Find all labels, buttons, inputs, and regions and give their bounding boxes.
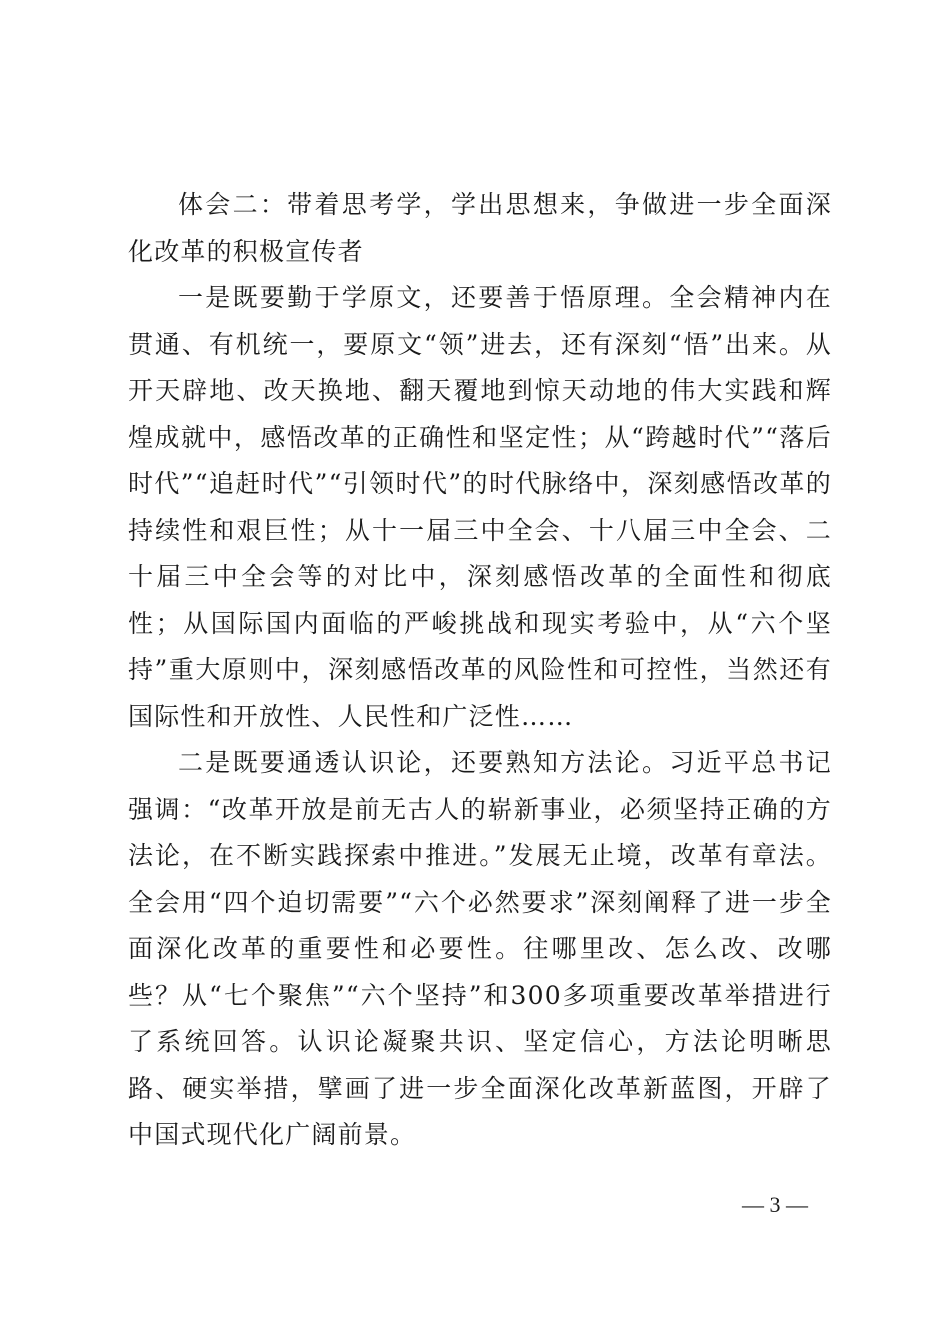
page-number: — 3 — [742,1192,808,1217]
body-paragraph-2: 二是既要通透认识论，还要熟知方法论。习近平总书记强调：“改革开放是前无古人的崭新事业，必须坚持正确的方法论，在不断实践探索中推进。”发展无止境，改革有章法。全会用“四个迫切需要”“六个必然要求”深刻阐释了进一步全面深化改革的重要性和必要性。往哪里改、怎么改、改哪些？从“七个聚焦”“六个坚持”和300多项重要改革举措进行了系统回答。认识论凝聚共识、坚定信心，方法论明晰思路、硬实举措，擘画了进一步全面深化改革新蓝图，开辟了中国式现代化广阔前景。 [128,748,832,1149]
body-paragraph-1: 一是既要勤于学原文，还要善于悟原理。全会精神内在贯通、有机统一，要原文“领”进去，还有深刻“悟”出来。从开天辟地、改天换地、翻天覆地到惊天动地的伟大实践和辉煌成就中，感悟改革的正确性和坚定性；从“跨越时代”“落后时代”“追赶时代”“引领时代”的时代脉络中，深刻感悟改革的持续性和艰巨性；从十一届三中全会、十八届三中全会、二十届三中全会等的对比中，深刻感悟改革的全面性和彻底性；从国际国内面临的严峻挑战和现实考验中，从“六个坚持”重大原则中，深刻感悟改革的风险性和可控性，当然还有国际性和开放性、人民性和广泛性…… [128,283,832,731]
heading-paragraph: 体会二：带着思考学，学出思想来，争做进一步全面深化改革的积极宣传者 [128,190,832,266]
document-body [128,182,832,1159]
